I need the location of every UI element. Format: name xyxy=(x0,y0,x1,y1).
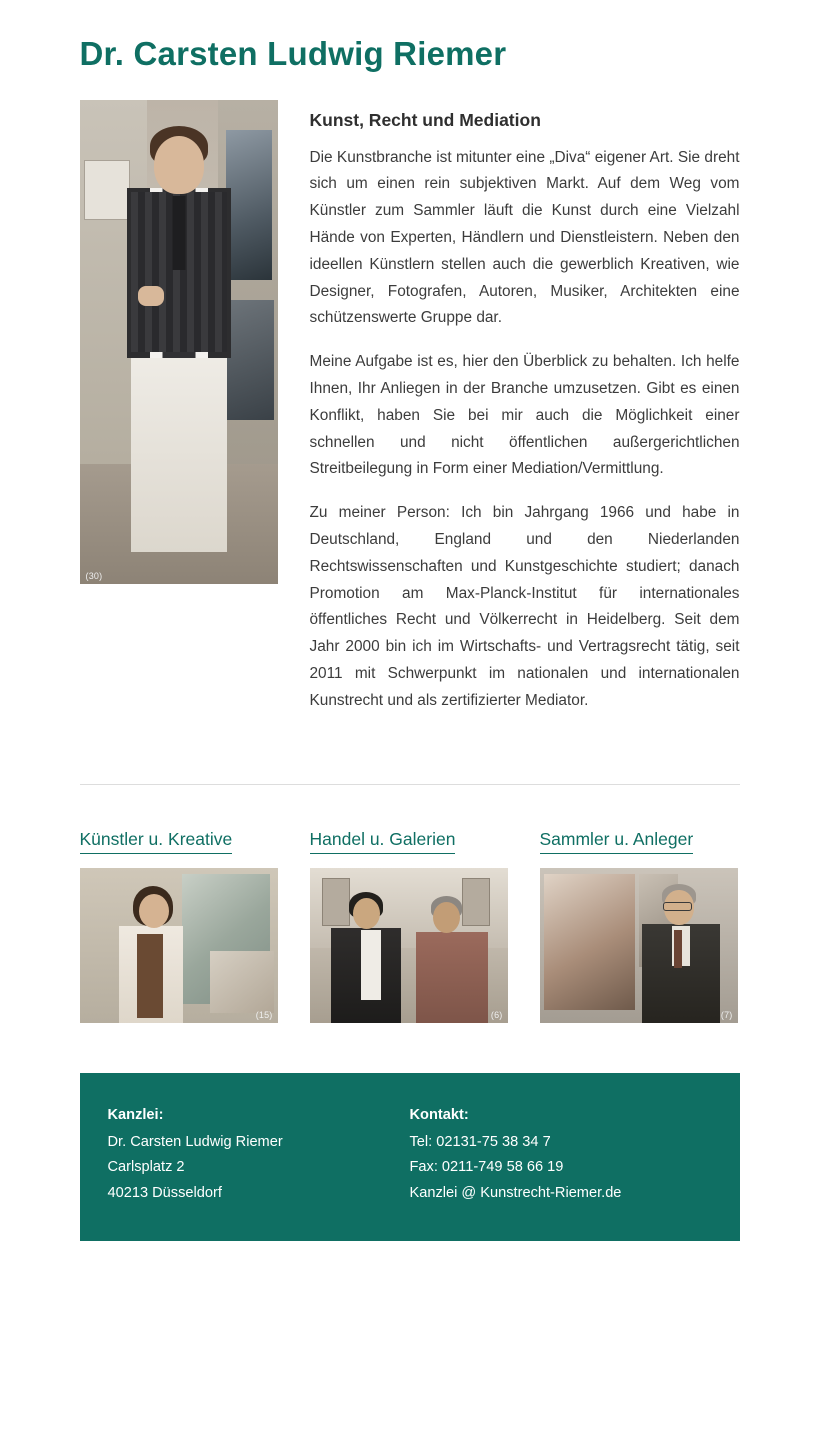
footer-kanzlei-line-2: Carlsplatz 2 xyxy=(107,1159,185,1176)
card1-face xyxy=(139,894,169,928)
bottom-spacer xyxy=(80,1241,740,1311)
card-link-sammler-anleger[interactable]: Sammler u. Anleger xyxy=(540,829,694,854)
footer-fax: Fax: 0211-749 58 66 19 xyxy=(409,1159,564,1176)
article-paragraph-1: Die Kunstbranche ist mitunter eine „Diva“ eigener Art. Sie dreht sich um einen rein subjektiven Markt. Auf dem Weg vom Künstler zum Sammler läuft die Kunst durch eine Vielzahl Hände von Experten, Händlern und Dienstleistern. Neben den ideellen Künstlern stellen auch die gewerblich Kreativen, wie Designer, Fotografen, Autoren, Musiker, Architekten eine schützenswerte Gruppe dar. xyxy=(309,148,740,327)
portrait-photo xyxy=(80,100,278,584)
content-container xyxy=(80,0,740,1311)
card2-person1-shirt xyxy=(361,930,381,1000)
card-kuenstler-kreative xyxy=(80,829,278,1023)
card1-artwork-2 xyxy=(210,951,273,1013)
portrait-artwork-1 xyxy=(84,160,130,220)
footer-kontakt-column xyxy=(410,1103,712,1208)
card2-person2-shirt xyxy=(416,932,488,1023)
footer-kanzlei-column xyxy=(108,1103,410,1208)
card2-photo-credit: (6) xyxy=(490,1009,503,1020)
portrait-column xyxy=(80,100,278,584)
portrait-artwork-3 xyxy=(224,300,274,420)
article-paragraph-2: Meine Aufgabe ist es, hier den Überblick zu behalten. Ich helfe Ihnen, Ihr Anliegen in der Branche umzusetzen. Gibt es einen Konflikt, haben Sie bei mir auch die Möglichkeit einer schnellen und nicht öffentlichen außergerichtlichen Streitbeilegung in Form einer Mediation/Vermittlung. xyxy=(309,353,740,478)
site-footer xyxy=(80,1073,740,1242)
section-divider xyxy=(80,784,740,785)
card-link-handel-galerien[interactable]: Handel u. Galerien xyxy=(310,829,456,854)
card3-photo-credit: (7) xyxy=(720,1009,733,1020)
portrait-trousers xyxy=(131,352,227,552)
article-paragraph-3: Zu meiner Person: Ich bin Jahrgang 1966 und habe in Deutschland, England und den Niederlanden Rechtswissenschaften und Kunstgeschichte studiert; danach Promotion am Max-Planck-Institut für internationales öffentliches Recht und Völkerrecht in Heidelberg. Seit dem Jahr 2000 bin ich im Wirtschafts- und Vertragsrecht tätig, seit 2011 mit Schwerpunkt im nationalen und internationalen Kunstrecht und als zertifizierter Mediator. xyxy=(309,504,740,709)
footer-kanzlei-line-1: Dr. Carsten Ludwig Riemer xyxy=(107,1133,283,1150)
card3-artwork-1 xyxy=(544,874,635,1010)
card-photo-handel-galerien[interactable] xyxy=(310,868,508,1023)
glasses-icon xyxy=(663,902,692,911)
card2-person2-face xyxy=(433,902,460,933)
footer-kanzlei-heading: Kanzlei: xyxy=(107,1106,164,1123)
card-photo-kuenstler-kreative[interactable] xyxy=(80,868,278,1023)
card1-photo-credit: (15) xyxy=(255,1009,273,1020)
card2-window-right xyxy=(462,878,490,926)
footer-kanzlei-line-3: 40213 Düsseldorf xyxy=(107,1185,222,1202)
portrait-tie xyxy=(172,196,185,270)
page-title: Dr. Carsten Ludwig Riemer xyxy=(79,35,507,72)
card2-person1-face xyxy=(353,898,380,929)
intro-section xyxy=(80,100,740,732)
card-handel-galerien xyxy=(310,829,508,1023)
card2-window-left xyxy=(322,878,350,926)
card-photo-sammler-anleger[interactable] xyxy=(540,868,738,1023)
footer-email[interactable]: Kanzlei @ Kunstrecht-Riemer.de xyxy=(409,1185,622,1202)
portrait-face xyxy=(154,136,204,194)
card1-top xyxy=(137,934,163,1018)
article-column xyxy=(310,100,740,732)
card3-tie xyxy=(674,930,682,968)
portrait-hand xyxy=(138,286,164,306)
footer-kontakt-heading: Kontakt: xyxy=(409,1106,469,1123)
article-heading: Kunst, Recht und Mediation xyxy=(309,109,541,130)
category-cards xyxy=(80,829,740,1023)
card-link-kuenstler-kreative[interactable]: Künstler u. Kreative xyxy=(80,829,233,854)
card-sammler-anleger xyxy=(540,829,738,1023)
footer-phone: Tel: 02131-75 38 34 7 xyxy=(409,1133,551,1150)
portrait-photo-credit: (30) xyxy=(85,570,103,581)
portrait-artwork-2 xyxy=(226,130,272,280)
